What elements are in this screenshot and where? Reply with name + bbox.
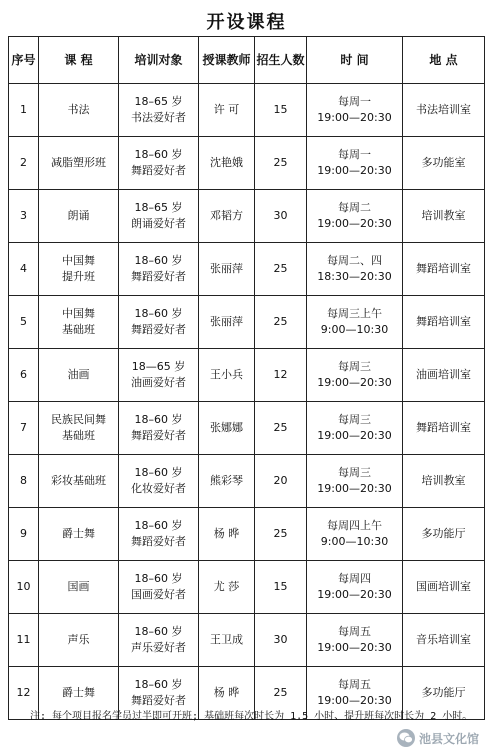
cell-target-line: 18–65 岁 (134, 95, 183, 108)
cell-time-line: 19:00—20:30 (317, 641, 392, 654)
cell-course (39, 190, 119, 243)
cell-time-line: 19:00—20:30 (317, 217, 392, 230)
cell-course-line: 声乐 (67, 633, 90, 646)
cell-no: 10 (9, 561, 39, 614)
cell-place: 培训教室 (403, 190, 485, 243)
header-no: 序号 (9, 37, 39, 84)
table-row (9, 614, 485, 667)
cell-teacher: 王卫成 (199, 614, 255, 667)
cell-teacher: 张丽萍 (199, 296, 255, 349)
cell-target (119, 243, 199, 296)
cell-course (39, 84, 119, 137)
cell-no: 6 (9, 349, 39, 402)
cell-time-line: 9:00—10:30 (320, 535, 389, 548)
cell-time-line: 9:00—10:30 (320, 323, 389, 336)
cell-place: 书法培训室 (403, 84, 485, 137)
table-row (9, 402, 485, 455)
cell-time-line: 每周三 (338, 360, 371, 373)
cell-teacher: 邓韬方 (199, 190, 255, 243)
cell-time-line: 19:00—20:30 (317, 376, 392, 389)
cell-teacher: 尤 莎 (199, 561, 255, 614)
cell-course-line: 中国舞 (62, 307, 95, 320)
cell-target (119, 614, 199, 667)
cell-course-line: 民族民间舞 (51, 413, 106, 426)
cell-time-line: 每周三上午 (327, 307, 382, 320)
cell-target-line: 18–60 岁 (134, 254, 183, 267)
cell-teacher: 许 可 (199, 84, 255, 137)
cell-time (307, 349, 403, 402)
cell-target-line: 18–60 岁 (134, 572, 183, 585)
cell-place: 多功能厅 (403, 667, 485, 720)
cell-target-line: 18–60 岁 (134, 307, 183, 320)
cell-target-line: 声乐爱好者 (131, 641, 186, 654)
cell-target-line: 国画爱好者 (131, 588, 186, 601)
header-place: 地 点 (403, 37, 485, 84)
table-row (9, 455, 485, 508)
cell-target-line: 舞蹈爱好者 (131, 694, 186, 707)
header-course: 课 程 (39, 37, 119, 84)
cell-no: 11 (9, 614, 39, 667)
cell-target (119, 455, 199, 508)
cell-count: 25 (255, 508, 307, 561)
cell-target-line: 18–65 岁 (134, 201, 183, 214)
cell-place: 舞蹈培训室 (403, 402, 485, 455)
cell-no: 3 (9, 190, 39, 243)
cell-time (307, 190, 403, 243)
cell-teacher: 王小兵 (199, 349, 255, 402)
cell-time (307, 614, 403, 667)
cell-target (119, 296, 199, 349)
cell-count: 20 (255, 455, 307, 508)
cell-target-line: 18–60 岁 (134, 678, 183, 691)
page-title: 开设课程 (206, 12, 287, 33)
header-time: 时 间 (307, 37, 403, 84)
cell-course-line: 国画 (67, 580, 90, 593)
cell-target-line: 18–60 岁 (134, 148, 183, 161)
cell-course-line: 爵士舞 (62, 686, 95, 699)
cell-target-line: 舞蹈爱好者 (131, 535, 186, 548)
cell-count: 30 (255, 614, 307, 667)
cell-time-line: 每周四上午 (327, 519, 382, 532)
cell-place: 培训教室 (403, 455, 485, 508)
cell-course-line: 爵士舞 (62, 527, 95, 540)
cell-target-line: 18–60 岁 (134, 519, 183, 532)
cell-course (39, 402, 119, 455)
cell-count: 25 (255, 402, 307, 455)
cell-target (119, 402, 199, 455)
cell-count: 30 (255, 190, 307, 243)
watermark-text: 池县文化馆 (418, 731, 479, 746)
cell-course (39, 508, 119, 561)
cell-count: 25 (255, 667, 307, 720)
cell-target-line: 朗诵爱好者 (131, 217, 186, 230)
cell-target (119, 561, 199, 614)
cell-time (307, 296, 403, 349)
cell-time-line: 每周四 (338, 572, 371, 585)
table-row (9, 190, 485, 243)
cell-course-line: 油画 (67, 368, 90, 381)
cell-target-line: 18–60 岁 (134, 466, 183, 479)
cell-teacher: 熊彩琴 (199, 455, 255, 508)
table-body (9, 84, 485, 720)
header-teacher: 授课教师 (199, 37, 255, 84)
cell-time-line: 19:00—20:30 (317, 164, 392, 177)
cell-course-line: 彩妆基础班 (51, 474, 106, 487)
table-row (9, 84, 485, 137)
cell-place: 舞蹈培训室 (403, 243, 485, 296)
header-count: 招生人数 (255, 37, 307, 84)
cell-time (307, 84, 403, 137)
table-header-row (9, 37, 485, 84)
cell-time-line: 每周一 (338, 95, 371, 108)
cell-time-line: 18:30—20:30 (317, 270, 392, 283)
cell-target-line: 18—65 岁 (131, 360, 186, 373)
cell-place: 舞蹈培训室 (403, 296, 485, 349)
watermark (397, 729, 479, 747)
cell-place: 多功能室 (403, 137, 485, 190)
cell-course (39, 296, 119, 349)
cell-count: 25 (255, 243, 307, 296)
cell-target-line: 18–60 岁 (134, 413, 183, 426)
cell-teacher: 张娜娜 (199, 402, 255, 455)
cell-time (307, 561, 403, 614)
cell-target-line: 舞蹈爱好者 (131, 164, 186, 177)
cell-time-line: 每周五 (338, 625, 371, 638)
cell-target (119, 349, 199, 402)
cell-course (39, 137, 119, 190)
cell-target (119, 84, 199, 137)
cell-course-line: 提升班 (62, 270, 95, 283)
cell-target (119, 190, 199, 243)
cell-time-line: 每周五 (338, 678, 371, 691)
cell-teacher: 杨 晔 (199, 667, 255, 720)
cell-course-line: 朗诵 (67, 209, 90, 222)
cell-time-line: 19:00—20:30 (317, 588, 392, 601)
cell-target-line: 舞蹈爱好者 (131, 429, 186, 442)
cell-time-line: 每周三 (338, 466, 371, 479)
cell-target-line: 化妆爱好者 (131, 482, 186, 495)
cell-count: 15 (255, 84, 307, 137)
table-row (9, 296, 485, 349)
table-row (9, 508, 485, 561)
cell-no: 8 (9, 455, 39, 508)
cell-no: 4 (9, 243, 39, 296)
cell-no: 5 (9, 296, 39, 349)
header-target: 培训对象 (119, 37, 199, 84)
cell-time-line: 每周一 (338, 148, 371, 161)
cell-no: 7 (9, 402, 39, 455)
cell-time-line: 每周三 (338, 413, 371, 426)
cell-time-line: 19:00—20:30 (317, 429, 392, 442)
cell-no: 2 (9, 137, 39, 190)
table-row (9, 243, 485, 296)
cell-place: 国画培训室 (403, 561, 485, 614)
cell-count: 12 (255, 349, 307, 402)
cell-target-line: 书法爱好者 (131, 111, 186, 124)
cell-course-line: 减脂塑形班 (51, 156, 106, 169)
cell-course-line: 中国舞 (62, 254, 95, 267)
cell-target-line: 油画爱好者 (131, 376, 186, 389)
cell-count: 25 (255, 296, 307, 349)
cell-course-line: 书法 (67, 103, 90, 116)
cell-target-line: 舞蹈爱好者 (131, 270, 186, 283)
cell-course (39, 614, 119, 667)
cell-time (307, 455, 403, 508)
cell-count: 15 (255, 561, 307, 614)
cell-course-line: 基础班 (62, 323, 95, 336)
cell-course (39, 561, 119, 614)
cell-place: 多功能厅 (403, 508, 485, 561)
cell-teacher: 杨 晔 (199, 508, 255, 561)
course-table (8, 36, 485, 720)
table-row (9, 137, 485, 190)
cell-time (307, 402, 403, 455)
cell-time-line: 19:00—20:30 (317, 111, 392, 124)
cell-teacher: 沈艳娥 (199, 137, 255, 190)
cell-no: 12 (9, 667, 39, 720)
cell-target (119, 137, 199, 190)
cell-no: 1 (9, 84, 39, 137)
cell-course (39, 349, 119, 402)
cell-place: 音乐培训室 (403, 614, 485, 667)
cell-time-line: 每周二 (338, 201, 371, 214)
cell-target-line: 舞蹈爱好者 (131, 323, 186, 336)
table-row (9, 349, 485, 402)
cell-place: 油画培训室 (403, 349, 485, 402)
cell-time (307, 243, 403, 296)
cell-time (307, 137, 403, 190)
cell-teacher: 张丽萍 (199, 243, 255, 296)
cell-time-line: 19:00—20:30 (317, 694, 392, 707)
cell-count: 25 (255, 137, 307, 190)
cell-course (39, 455, 119, 508)
cell-course (39, 243, 119, 296)
cell-time (307, 508, 403, 561)
cell-no: 9 (9, 508, 39, 561)
cell-course-line: 基础班 (62, 429, 95, 442)
table-row (9, 561, 485, 614)
cell-target-line: 18–60 岁 (134, 625, 183, 638)
cell-time-line: 每周二、四 (327, 254, 382, 267)
footnote: 注: 每个项目报名学员过半即可开班; 基础班每次时长为 1.5 小时、提升班每次时长为 2 小时。 (30, 711, 473, 722)
cell-time-line: 19:00—20:30 (317, 482, 392, 495)
wechat-icon (397, 729, 415, 747)
cell-target (119, 508, 199, 561)
